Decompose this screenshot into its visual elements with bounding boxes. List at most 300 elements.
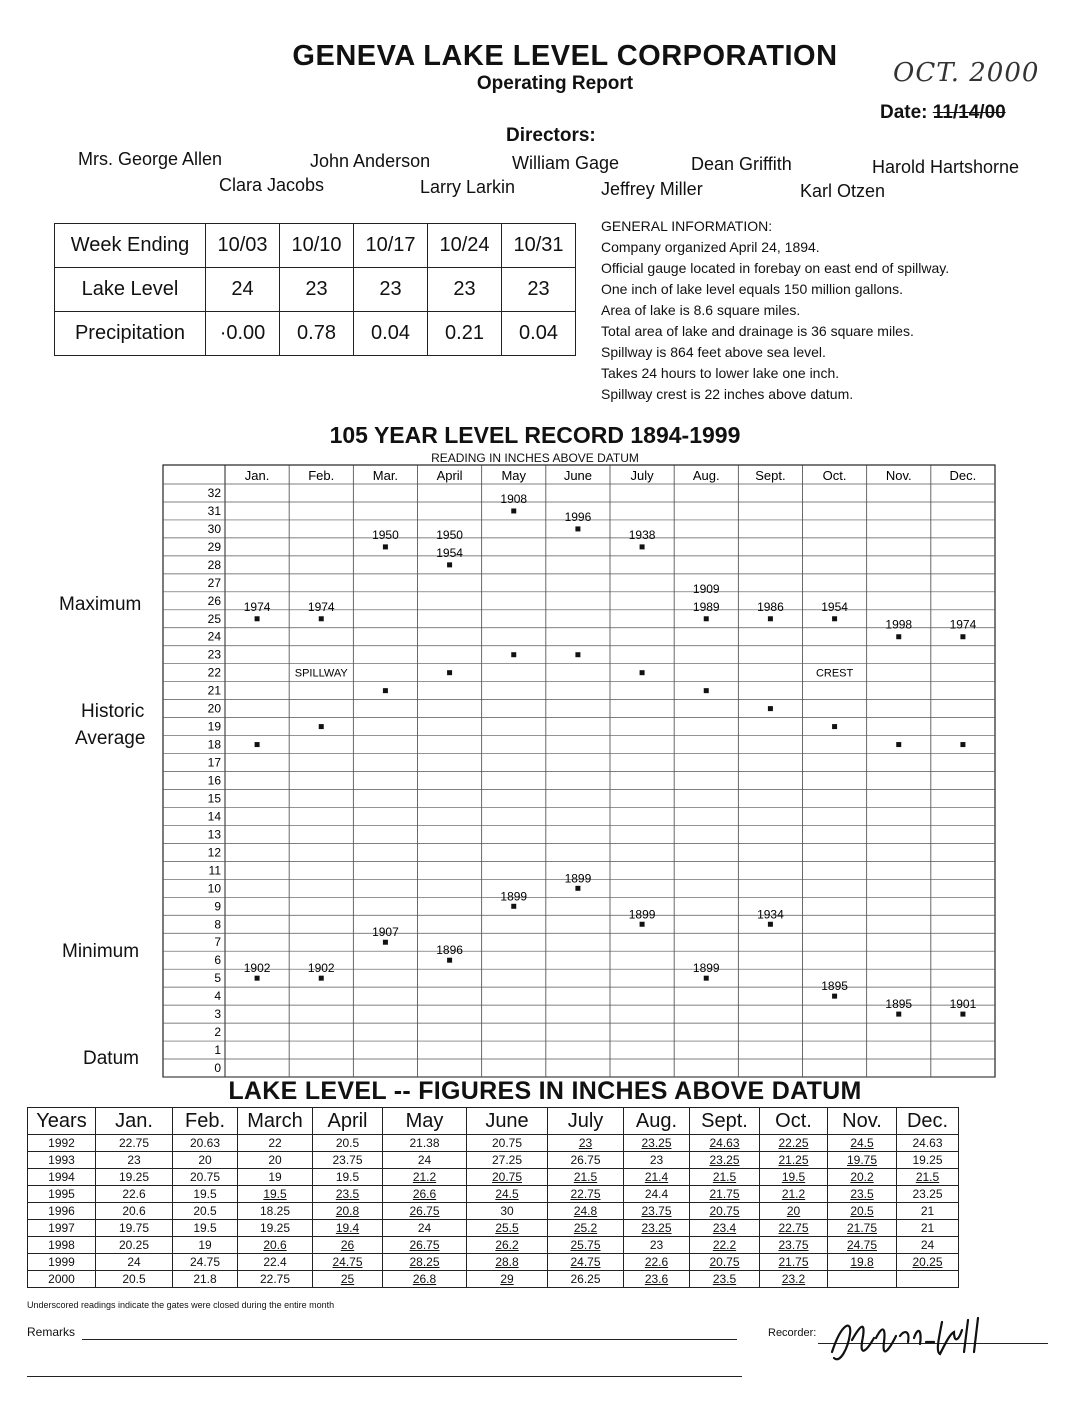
- average-point: [640, 670, 645, 675]
- minimum-year-label: 1895: [885, 997, 913, 1012]
- y-tick-label: 6: [214, 953, 221, 968]
- director-name: Mrs. George Allen: [78, 149, 223, 169]
- minimum-year-label: 1896: [436, 943, 463, 958]
- level-cell: 21: [897, 1220, 959, 1237]
- table-row: [28, 1254, 959, 1271]
- level-cell: 26.75: [383, 1203, 467, 1220]
- level-cell: 19.5: [760, 1169, 828, 1186]
- y-tick-label: 26: [207, 593, 221, 608]
- level-cell: 22.6: [96, 1186, 173, 1203]
- column-header: Aug.: [624, 1108, 690, 1135]
- lake-level-value: 24: [206, 268, 280, 312]
- level-cell: 20: [173, 1152, 238, 1169]
- year-cell: 1999: [28, 1254, 96, 1271]
- lake-level-value: 23: [280, 268, 354, 312]
- y-tick-label: 24: [207, 629, 221, 644]
- y-tick-label: 7: [214, 935, 221, 950]
- level-cell: 20: [238, 1152, 313, 1169]
- level-cell: 23.2: [760, 1271, 828, 1288]
- column-header: Dec.: [897, 1108, 959, 1135]
- y-tick-label: 25: [207, 611, 221, 626]
- minimum-year-label: 1934: [757, 907, 784, 922]
- date-label: Date:: [880, 102, 928, 123]
- precipitation-value: 0.04: [502, 312, 576, 356]
- level-cell: 24.5: [467, 1186, 548, 1203]
- maximum-point: [768, 616, 773, 621]
- level-cell: 26.6: [383, 1186, 467, 1203]
- y-tick-label: 5: [214, 971, 221, 986]
- lake-level-table: [27, 1107, 959, 1288]
- minimum-point: [319, 976, 324, 981]
- year-cell: 1992: [28, 1135, 96, 1152]
- level-cell: 23.4: [690, 1220, 760, 1237]
- level-cell: 19.5: [173, 1220, 238, 1237]
- level-cell: 20.75: [173, 1169, 238, 1186]
- director-name: Larry Larkin: [420, 177, 516, 197]
- level-cell: 25.2: [548, 1220, 624, 1237]
- column-header: Oct.: [760, 1108, 828, 1135]
- column-header: Feb.: [173, 1108, 238, 1135]
- level-cell: 29: [467, 1271, 548, 1288]
- y-tick-label: 1: [214, 1043, 221, 1058]
- level-cell: 20.25: [96, 1237, 173, 1254]
- level-cell: 21: [897, 1203, 959, 1220]
- month-label: Nov.: [885, 468, 912, 483]
- minimum-year-label: 1899: [564, 871, 592, 886]
- level-cell: 20.25: [897, 1254, 959, 1271]
- average-point: [704, 688, 709, 693]
- month-label: May: [501, 468, 527, 483]
- level-cell: 23.6: [624, 1271, 690, 1288]
- maximum-year-label: 1954: [436, 545, 463, 560]
- column-header: March: [238, 1108, 313, 1135]
- maximum-point: [447, 562, 452, 567]
- report-title: GENEVA LAKE LEVEL CORPORATION: [292, 40, 838, 72]
- y-tick-label: 12: [207, 845, 221, 860]
- year-cell: 1994: [28, 1169, 96, 1186]
- level-cell: 20.6: [96, 1203, 173, 1220]
- crest-label: CREST: [815, 667, 854, 680]
- level-cell: 21.5: [690, 1169, 760, 1186]
- y-tick-label: 21: [207, 683, 221, 698]
- month-label: Aug.: [692, 468, 720, 483]
- level-cell: 24: [96, 1254, 173, 1271]
- maximum-point: [255, 616, 260, 621]
- y-tick-label: 16: [207, 773, 221, 788]
- level-cell: 20.75: [467, 1135, 548, 1152]
- month-label: Dec.: [949, 468, 977, 483]
- maximum-point: [511, 508, 516, 513]
- level-cell: [897, 1271, 959, 1288]
- month-label: Jan.: [244, 468, 270, 483]
- minimum-year-label: 1902: [307, 961, 335, 976]
- level-cell: 22.75: [548, 1186, 624, 1203]
- level-cell: 23: [96, 1152, 173, 1169]
- y-tick-label: 4: [214, 989, 221, 1004]
- y-tick-label: 18: [207, 737, 221, 752]
- record-title: 105 YEAR LEVEL RECORD 1894-1999: [329, 422, 741, 448]
- minimum-year-label: 1899: [692, 961, 720, 976]
- maximum-year-label: 1909: [692, 581, 720, 596]
- level-cell: 20.75: [690, 1203, 760, 1220]
- table-row: [28, 1203, 959, 1220]
- level-cell: 26.75: [548, 1152, 624, 1169]
- directors-heading: Directors:: [506, 125, 596, 146]
- year-cell: 1996: [28, 1203, 96, 1220]
- y-tick-label: 23: [207, 647, 221, 662]
- level-cell: 18.25: [238, 1203, 313, 1220]
- year-cell: 2000: [28, 1271, 96, 1288]
- level-cell: 19: [238, 1169, 313, 1186]
- table-row: [28, 1220, 959, 1237]
- minimum-point: [255, 976, 260, 981]
- director-name: William Gage: [512, 153, 620, 173]
- y-tick-label: 15: [207, 791, 221, 806]
- lake-level-row: [55, 268, 576, 312]
- level-cell: 24.4: [624, 1186, 690, 1203]
- average-point: [896, 742, 901, 747]
- level-cell: 21.8: [173, 1271, 238, 1288]
- month-label: Oct.: [822, 468, 847, 483]
- y-tick-label: 0: [214, 1061, 221, 1076]
- maximum-year-label: 1974: [243, 599, 271, 614]
- general-info-line: Takes 24 hours to lower lake one inch.: [601, 365, 840, 381]
- average-point: [832, 724, 837, 729]
- maximum-point: [575, 526, 580, 531]
- level-cell: 20.75: [690, 1254, 760, 1271]
- level-cell: 24: [897, 1237, 959, 1254]
- y-tick-label: 3: [214, 1007, 221, 1022]
- maximum-point: [704, 616, 709, 621]
- maximum-year-label: 1938: [628, 527, 656, 542]
- levels-header-row: [28, 1108, 959, 1135]
- level-cell: 21.5: [548, 1169, 624, 1186]
- average-point: [447, 670, 452, 675]
- recorder-label: Recorder:: [768, 1327, 817, 1339]
- minimum-point: [383, 940, 388, 945]
- average-point: [768, 706, 773, 711]
- y-tick-label: 11: [208, 863, 221, 878]
- spillway-label: SPILLWAY: [294, 667, 348, 680]
- level-cell: 25.75: [548, 1237, 624, 1254]
- minimum-label: Minimum: [62, 941, 140, 962]
- level-cell: 19.75: [828, 1152, 897, 1169]
- level-cell: 24: [383, 1152, 467, 1169]
- week-date: 10/31: [502, 224, 576, 268]
- report-date: [880, 102, 1006, 124]
- y-tick-label: 2: [214, 1025, 221, 1040]
- average-point: [383, 688, 388, 693]
- maximum-year-label: 1974: [307, 599, 335, 614]
- level-cell: 23: [624, 1152, 690, 1169]
- general-info-line: One inch of lake level equals 150 million gallons.: [601, 281, 903, 297]
- level-cell: 22: [238, 1135, 313, 1152]
- level-cell: 26.25: [548, 1271, 624, 1288]
- week-date: 10/03: [206, 224, 280, 268]
- minimum-year-label: 1895: [821, 979, 848, 994]
- precipitation-value: 0.78: [280, 312, 354, 356]
- minimum-point: [832, 994, 837, 999]
- minimum-point: [960, 1012, 965, 1017]
- level-cell: 20.2: [828, 1169, 897, 1186]
- y-tick-label: 32: [207, 485, 221, 500]
- level-cell: 23.75: [760, 1237, 828, 1254]
- general-info-heading: GENERAL INFORMATION:: [601, 218, 773, 234]
- level-cell: 22.4: [238, 1254, 313, 1271]
- level-cell: 20.5: [313, 1135, 383, 1152]
- average-point: [319, 724, 324, 729]
- table-row: [28, 1169, 959, 1186]
- lake-level-value: 23: [354, 268, 428, 312]
- month-label: Feb.: [308, 468, 335, 483]
- level-cell: 26.2: [467, 1237, 548, 1254]
- column-header: Years: [28, 1108, 96, 1135]
- minimum-point: [896, 1012, 901, 1017]
- level-cell: 23: [548, 1135, 624, 1152]
- level-cell: 21.2: [760, 1186, 828, 1203]
- level-cell: 23.25: [624, 1220, 690, 1237]
- maximum-year-label: 1954: [821, 599, 848, 614]
- level-cell: 22.2: [690, 1237, 760, 1254]
- y-tick-label: 30: [207, 521, 221, 536]
- maximum-year-label: 1950: [436, 527, 463, 542]
- column-header: Sept.: [690, 1108, 760, 1135]
- column-header: June: [467, 1108, 548, 1135]
- level-cell: 21.75: [690, 1186, 760, 1203]
- level-cell: 24.75: [313, 1254, 383, 1271]
- average-point: [511, 652, 516, 657]
- recorder-signature: [822, 1312, 992, 1368]
- level-cell: 21.75: [828, 1220, 897, 1237]
- week-date: 10/17: [354, 224, 428, 268]
- column-header: May: [383, 1108, 467, 1135]
- level-cell: 22.75: [760, 1220, 828, 1237]
- level-cell: 20.5: [173, 1203, 238, 1220]
- y-tick-label: 28: [207, 557, 221, 572]
- level-cell: 24.75: [828, 1237, 897, 1254]
- level-cell: 24.75: [173, 1254, 238, 1271]
- row-label: Precipitation: [55, 312, 206, 356]
- maximum-label: Maximum: [59, 594, 142, 615]
- maximum-point: [640, 544, 645, 549]
- maximum-year-label: 1998: [885, 617, 913, 632]
- minimum-year-label: 1899: [500, 889, 528, 904]
- y-tick-label: 31: [207, 503, 221, 518]
- general-information: [601, 216, 949, 405]
- level-cell: 23.25: [897, 1186, 959, 1203]
- level-cell: 23.5: [828, 1186, 897, 1203]
- month-label: Sept.: [755, 468, 786, 483]
- level-cell: 22.75: [238, 1271, 313, 1288]
- maximum-point: [319, 616, 324, 621]
- director-name: Harold Hartshorne: [872, 157, 1020, 177]
- level-cell: 20: [760, 1203, 828, 1220]
- level-cell: 22.6: [624, 1254, 690, 1271]
- level-cell: 21.2: [383, 1169, 467, 1186]
- column-header: July: [548, 1108, 624, 1135]
- level-cell: 23: [624, 1237, 690, 1254]
- level-cell: 23.75: [624, 1203, 690, 1220]
- level-cell: 20.6: [238, 1237, 313, 1254]
- year-cell: 1995: [28, 1186, 96, 1203]
- minimum-point: [511, 904, 516, 909]
- level-cell: 21.38: [383, 1135, 467, 1152]
- general-info-line: Spillway crest is 22 inches above datum.: [601, 386, 854, 402]
- general-info-line: Company organized April 24, 1894.: [601, 239, 820, 255]
- chart-frame: [163, 465, 995, 1077]
- remarks-line: [82, 1339, 737, 1340]
- datum-label: Datum: [83, 1048, 139, 1069]
- maximum-point: [896, 634, 901, 639]
- average-point: [960, 742, 965, 747]
- year-cell: 1997: [28, 1220, 96, 1237]
- maximum-point: [383, 544, 388, 549]
- director-name: John Anderson: [310, 151, 431, 171]
- general-info-line: Official gauge located in forebay on east end of spillway.: [601, 260, 950, 276]
- level-cell: 25.5: [467, 1220, 548, 1237]
- level-cell: 21.4: [624, 1169, 690, 1186]
- minimum-year-label: 1902: [243, 961, 271, 976]
- underscore-note: Underscored readings indicate the gates were closed during the entire month: [27, 1300, 335, 1310]
- level-cell: 24: [383, 1220, 467, 1237]
- level-cell: 23.75: [313, 1152, 383, 1169]
- precipitation-value: 0.21: [428, 312, 502, 356]
- level-cell: 24.75: [548, 1254, 624, 1271]
- minimum-point: [704, 976, 709, 981]
- level-cell: 19.4: [313, 1220, 383, 1237]
- level-cell: 23.25: [690, 1152, 760, 1169]
- level-cell: 23.5: [690, 1271, 760, 1288]
- y-tick-label: 17: [207, 755, 221, 770]
- row-label: Lake Level: [55, 268, 206, 312]
- y-tick-label: 27: [207, 575, 221, 590]
- precipitation-value: 0.04: [354, 312, 428, 356]
- table-row: [28, 1186, 959, 1203]
- week-date: 10/24: [428, 224, 502, 268]
- average-point: [575, 652, 580, 657]
- maximum-year-label: 1989: [692, 599, 720, 614]
- table-row: [28, 1135, 959, 1152]
- level-cell: 19.5: [238, 1186, 313, 1203]
- row-label: Week Ending: [55, 224, 206, 268]
- general-info-line: Spillway is 864 feet above sea level.: [601, 344, 826, 360]
- general-info-line: Total area of lake and drainage is 36 square miles.: [601, 323, 914, 339]
- level-cell: 24.8: [548, 1203, 624, 1220]
- level-cell: 22.75: [96, 1135, 173, 1152]
- maximum-year-label: 1974: [949, 617, 977, 632]
- maximum-year-label: 1986: [757, 599, 784, 614]
- director-name: Clara Jacobs: [219, 175, 325, 195]
- level-cell: 19.8: [828, 1254, 897, 1271]
- level-cell: 21.75: [760, 1254, 828, 1271]
- minimum-point: [768, 922, 773, 927]
- precipitation-value: ·0.00: [206, 312, 280, 356]
- director-name: Jeffrey Miller: [601, 179, 703, 199]
- maximum-point: [832, 616, 837, 621]
- average-point: [255, 742, 260, 747]
- maximum-year-label: 1950: [372, 527, 399, 542]
- y-tick-label: 9: [214, 899, 221, 914]
- month-label: Mar.: [372, 468, 399, 483]
- y-tick-label: 29: [207, 539, 221, 554]
- level-cell: 19.5: [173, 1186, 238, 1203]
- year-cell: 1998: [28, 1237, 96, 1254]
- level-cell: 23.25: [624, 1135, 690, 1152]
- minimum-year-label: 1901: [949, 997, 977, 1012]
- minimum-year-label: 1907: [372, 925, 399, 940]
- table-row: [28, 1271, 959, 1288]
- week-ending-row: [55, 224, 576, 268]
- table-row: [28, 1237, 959, 1254]
- maximum-year-label: 1908: [500, 491, 528, 506]
- level-cell: 26.8: [383, 1271, 467, 1288]
- column-header: Nov.: [828, 1108, 897, 1135]
- column-header: April: [313, 1108, 383, 1135]
- levels-table-title: LAKE LEVEL -- FIGURES IN INCHES ABOVE DATUM: [228, 1077, 862, 1105]
- y-tick-label: 10: [207, 881, 221, 896]
- level-cell: 21.25: [760, 1152, 828, 1169]
- level-cell: 26.75: [383, 1237, 467, 1254]
- record-subtitle: READING IN INCHES ABOVE DATUM: [431, 451, 639, 465]
- y-tick-label: 8: [214, 917, 221, 932]
- level-cell: 20.63: [173, 1135, 238, 1152]
- lake-level-value: 23: [428, 268, 502, 312]
- y-tick-label: 13: [207, 827, 221, 842]
- maximum-year-label: 1996: [564, 509, 592, 524]
- table-row: [28, 1152, 959, 1169]
- level-cell: 24.63: [690, 1135, 760, 1152]
- level-cell: 28.25: [383, 1254, 467, 1271]
- general-info-line: Area of lake is 8.6 square miles.: [601, 302, 801, 318]
- minimum-year-label: 1899: [628, 907, 656, 922]
- maximum-point: [960, 634, 965, 639]
- y-tick-label: 19: [207, 719, 221, 734]
- level-cell: 19.25: [96, 1169, 173, 1186]
- date-value: 11/14/00: [932, 102, 1006, 123]
- level-cell: 19.25: [897, 1152, 959, 1169]
- y-tick-label: 14: [207, 809, 221, 824]
- level-cell: [828, 1271, 897, 1288]
- level-cell: 20.5: [96, 1271, 173, 1288]
- minimum-point: [640, 922, 645, 927]
- level-cell: 19.75: [96, 1220, 173, 1237]
- level-cell: 20.5: [828, 1203, 897, 1220]
- column-header: Jan.: [96, 1108, 173, 1135]
- weekly-summary-table: [54, 223, 576, 356]
- year-cell: 1993: [28, 1152, 96, 1169]
- report-subtitle: Operating Report: [476, 73, 634, 94]
- director-name: Dean Griffith: [691, 154, 792, 174]
- level-cell: 19.25: [238, 1220, 313, 1237]
- level-cell: 24.5: [828, 1135, 897, 1152]
- level-cell: 25: [313, 1271, 383, 1288]
- y-tick-label: 20: [207, 701, 221, 716]
- remarks-label: Remarks: [27, 1325, 76, 1339]
- minimum-point: [575, 886, 580, 891]
- historic-average-label: Average: [75, 728, 146, 749]
- y-tick-label: 22: [207, 665, 221, 680]
- level-cell: 19.5: [313, 1169, 383, 1186]
- handwritten-month: OCT. 2000: [893, 58, 1040, 88]
- level-cell: 23.5: [313, 1186, 383, 1203]
- precipitation-row: [55, 312, 576, 356]
- level-cell: 28.8: [467, 1254, 548, 1271]
- level-cell: 20.8: [313, 1203, 383, 1220]
- remarks-line: [27, 1376, 742, 1377]
- historic-average-label: Historic: [81, 701, 145, 722]
- lake-level-value: 23: [502, 268, 576, 312]
- week-date: 10/10: [280, 224, 354, 268]
